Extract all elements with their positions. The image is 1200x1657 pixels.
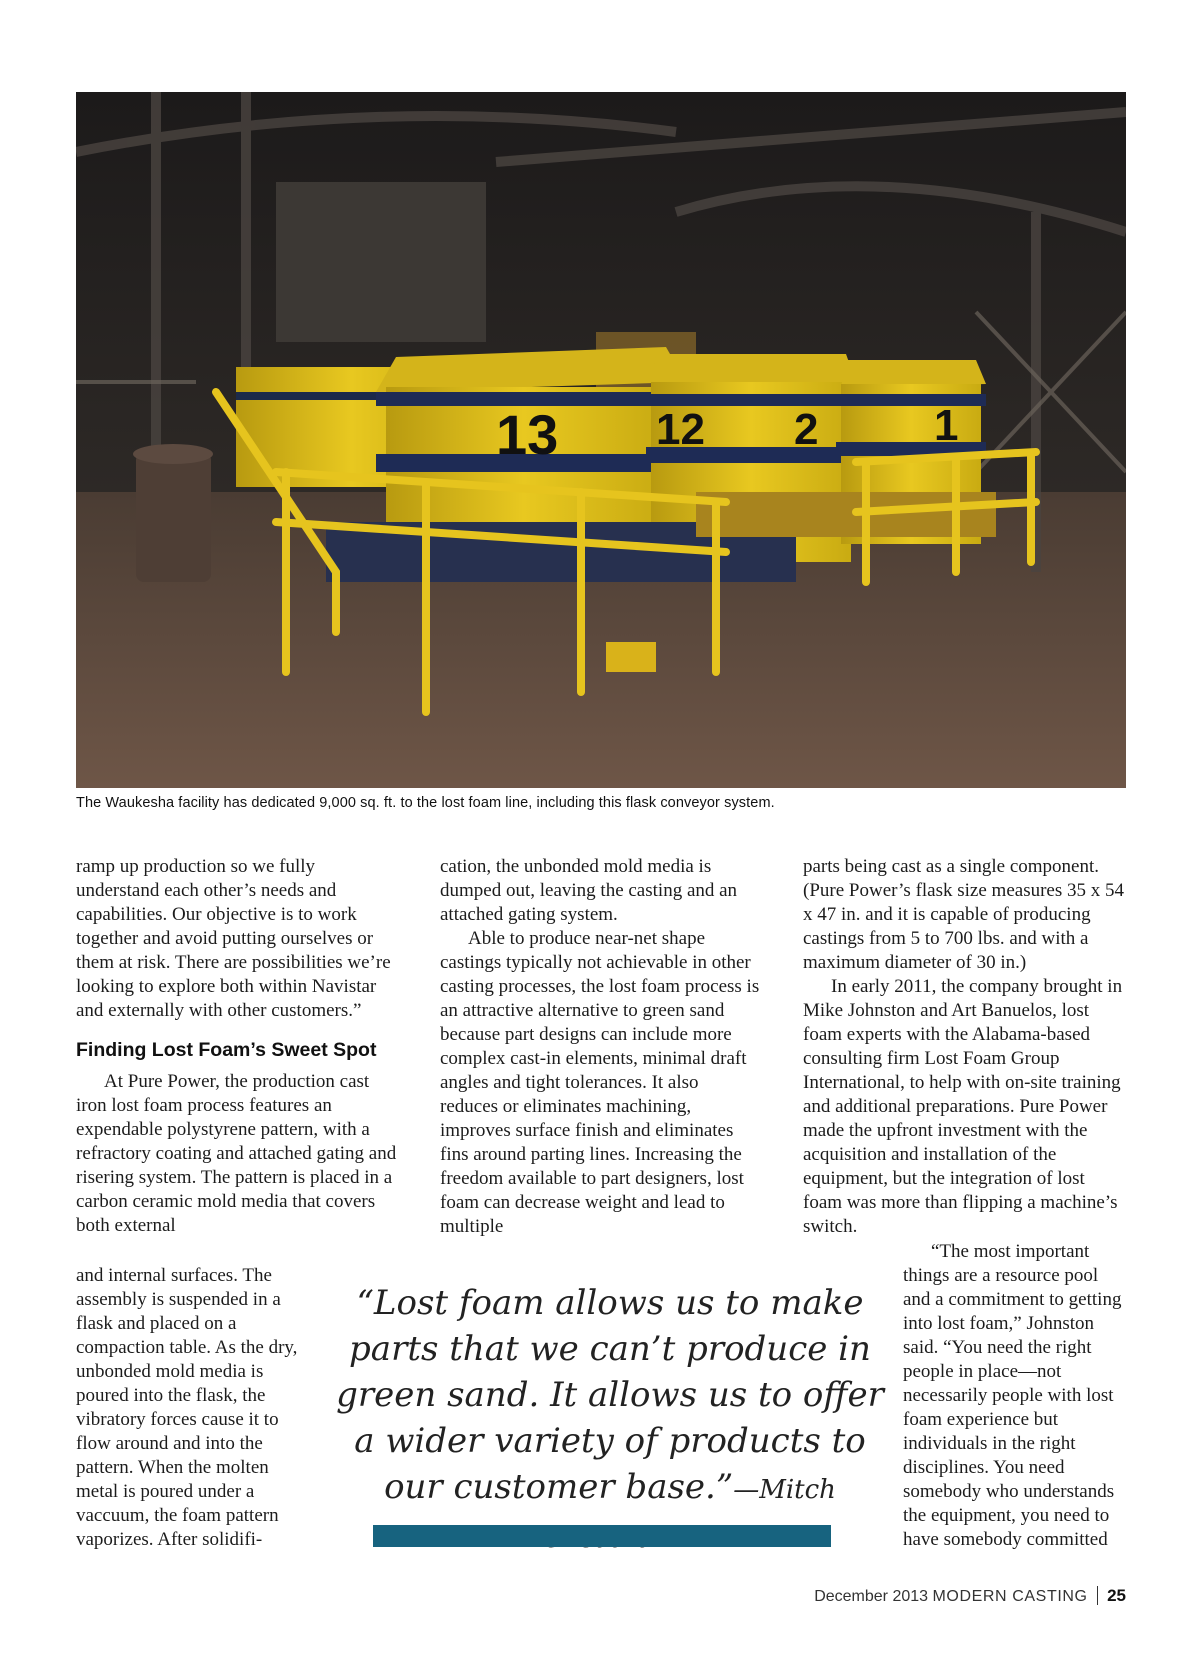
flask-number-13: 13 [496, 403, 559, 466]
pull-quote-attribution: —Mitch [733, 1475, 836, 1505]
issue-date: December 2013 [814, 1588, 929, 1605]
page-number: 25 [1107, 1586, 1126, 1605]
svg-text:1: 1 [934, 401, 959, 450]
flask-number-12: 12 [656, 405, 705, 454]
photo-caption: The Waukesha facility has dedicated 9,000 sq. ft. to the lost foam line, including this flask conveyor system. [76, 795, 775, 811]
pull-quote-bar [373, 1525, 831, 1547]
body-paragraph: At Pure Power, the production cast iron lost foam process features an expendable polystyrene pattern, with a refractory coating and attached gating and risering system. The pattern is placed in a carbon ceramic mold media that covers both external [76, 1071, 397, 1236]
column-1 [76, 855, 401, 1238]
body-paragraph: In early 2011, the company brought in Mike Johnston and Art Banuelos, lost foam experts with the Alabama-based consulting firm Lost Foam Group International, to help with on-site training and additional preparations. Pure Power made the upfront investment with the acquisition and installation of the equipment, but the integration of lost foam was more than flipping a machine’s switch. [803, 976, 1123, 1237]
body-paragraph: Able to produce near-net shape castings typically not achievable in other casting processes, the lost foam process is an attractive alternative to green sand because part designs can include more complex cast-in elements, minimal draft angles and tight tolerances. It also reduces or eliminates machining, improves surface finish and eliminates fins around parting lines. Increasing the freedom available to part designers, lost foam can decrease weight and lead to multiple [440, 928, 760, 1237]
body-paragraph: ramp up production so we fully understand each other’s needs and capabilities. Our objective is to work together and avoid putting ourselves or them at risk. There are possibilities we’re looking to explore both within Navistar and externally with other customers.” [76, 856, 391, 1021]
lost-foam-flask-conveyor-photo [76, 92, 1126, 788]
magazine-name: MODERN CASTING [932, 1588, 1088, 1605]
column-2 [440, 855, 760, 1239]
pull-quote [330, 1280, 890, 1562]
column-3-continued [903, 1240, 1126, 1552]
body-paragraph: cation, the unbonded mold media is dumped out, leaving the casting and an attached gating system. [440, 856, 738, 925]
body-paragraph: “The most important things are a resource pool and a commitment to getting into lost foam,” Johnston said. “You need the right people in place—not necessarily people with lost foam experience but individuals in the right disciplines. You need somebody who understands the equipment, you need to have somebody committed [903, 1241, 1122, 1550]
column-3 [803, 855, 1126, 1239]
section-subhead: Finding Lost Foam’s Sweet Spot [76, 1039, 377, 1061]
page-footer [814, 1586, 1126, 1606]
flask-number-2: 2 [794, 405, 819, 454]
body-paragraph: and internal surfaces. The assembly is suspended in a flask and placed on a compaction table. As the dry, unbonded mold media is poured into the flask, the vibratory forces cause it to flow around and into the pattern. When the molten metal is poured under a vaccuum, the foam pattern vaporizes. After solidifi- [76, 1265, 298, 1550]
column-1-continued [76, 1264, 301, 1552]
footer-divider [1097, 1586, 1099, 1605]
body-paragraph: parts being cast as a single component. (Pure Power’s flask size measures 35 x 54 x 47 in. and it is capable of producing castings from 5 to 700 lbs. and with a maximum diameter of 30 in.) [803, 856, 1124, 973]
pull-quote-text: “Lost foam allows us to make parts that we can’t produce in green sand. It allows us to offer a wider variety of products to our customer base.” [336, 1283, 884, 1507]
